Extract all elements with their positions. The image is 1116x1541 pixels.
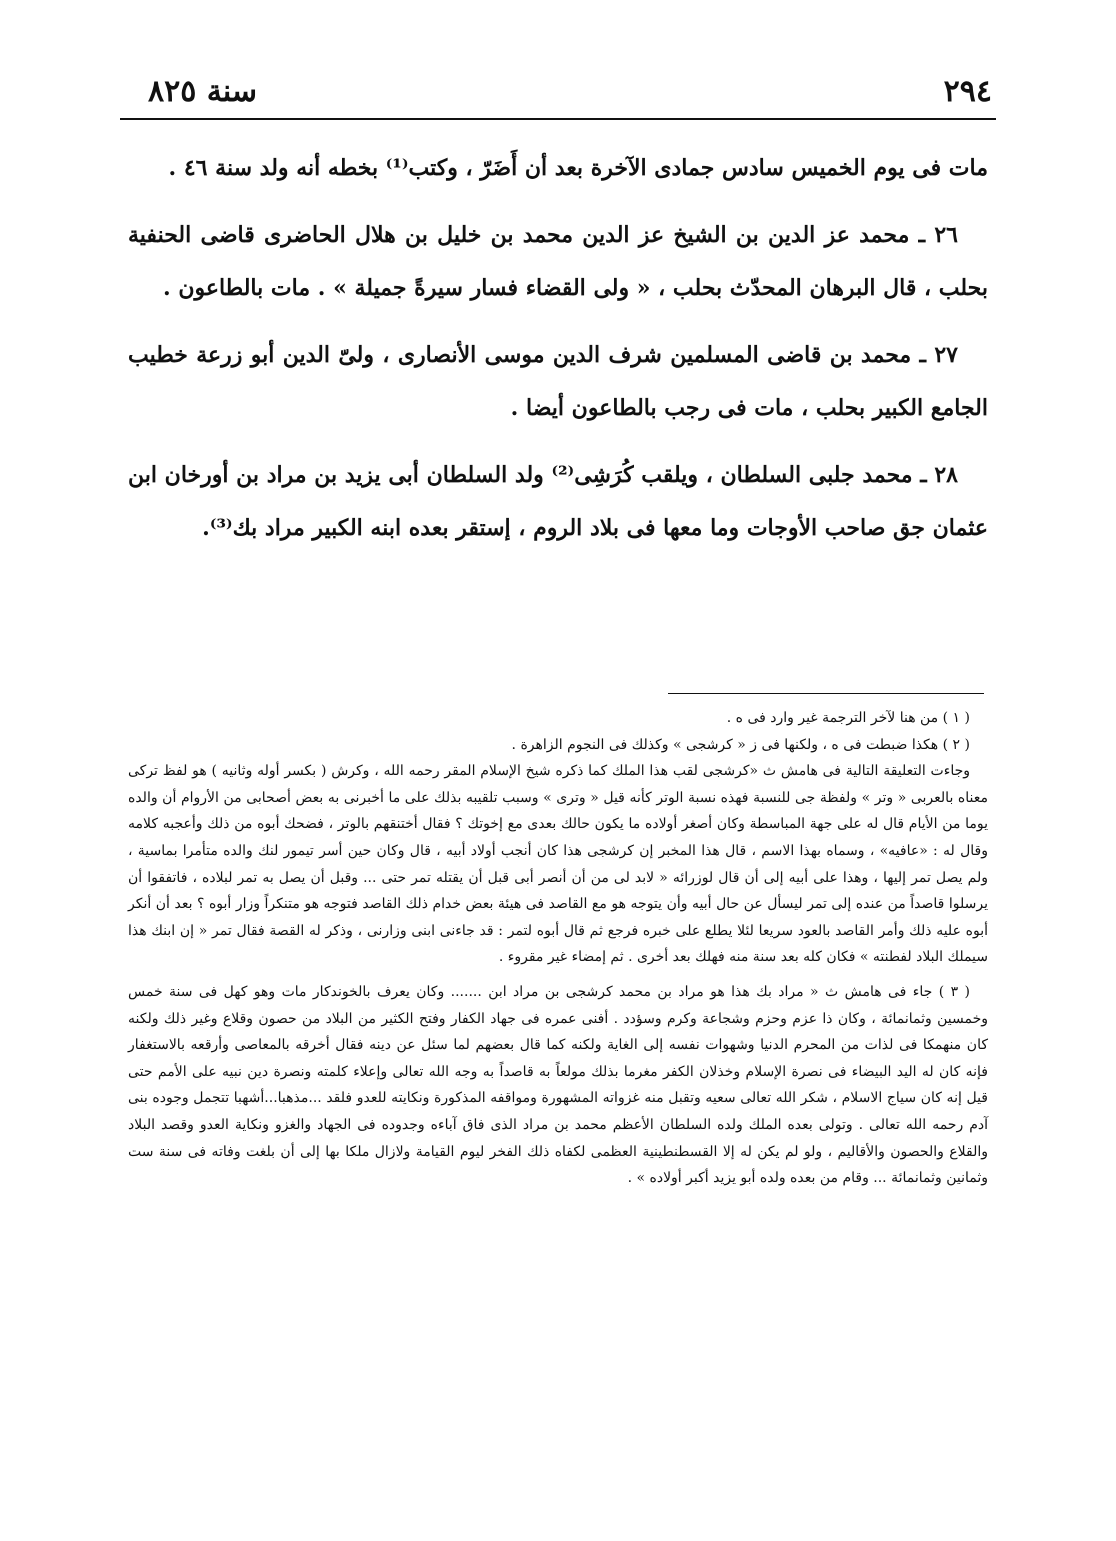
page-number: ٢٩٤ <box>943 74 992 109</box>
footnote-divider <box>668 693 984 694</box>
entry-26: ٢٦ ـ محمد عز الدين بن الشيخ عز الدين محمد بن خليل بن هلال الحاضرى قاضى الحنفية بحلب ، قال البرهان المحدّث بحلب ، « ولى القضاء فسار سيرةً جميلة » . مات بالطاعون . <box>128 222 988 301</box>
footnote-3: ( ٣ ) جاء فى هامش ث « مراد بك هذا هو مراد بن محمد كرشجى بن مراد ابن ....... وكان يعرف بالخوندكار مات وهو كهل فى سنة خمس وخمسين وثمانمائة ، وكان ذا عزم وحزم وشجاعة وكرم وسؤدد . أفنى عمره فى جهاد الكفار وفتح الكثير من البلاد من حصون وقلاع وغير ذلك ولكنه كان منهمكا فى لذات من المحرم الدنيا وشهوات نفسه إلى الغاية ولكنه كما قال بعضهم لما سئل عن دينه فقال أخرقه بالمعاصى وأرقعه بالاستغفار فإنه كان له اليد البيضاء فى نصرة الإسلام وخذلان الكفر مغرما بذلك مولعاً به قاصداً به وجه الله تعالى وإعلاء كلمته ونصرة دين نبيه على الأمم حتى قيل إنه كان سياج الاسلام ، شكر الله تعالى سعيه وتقبل منه غزواته المشهورة ومواقفه المذكورة ونكايته للعدو فلقد ...مذهبا...أشهبا تتجمل وجوده بنى آدم رحمه الله تعالى . وتولى بعده الملك ولده السلطان الأعظم محمد بن مراد الذى فاق آباءه وجدوده فى الجهاد والغزو ونكاية العدو وقصد البلاد والقلاع والحصون والأقاليم ، ولو لم يكن له إلا القسطنطينية العظمى لكفاه ذلك الفخر ليوم القيامة ولازال ملكا بها إلى أن بلغت وفاته فى سنة ست وثمانين وثمانمائة ... وقام من بعده ولده أبو يزيد أكبر أولاده » . <box>128 983 988 1187</box>
entry-27: ٢٧ ـ محمد بن قاضى المسلمين شرف الدين موسى الأنصارى ، ولىّ الدين أبو زرعة خطيب الجامع الكبير بحلب ، مات فى رجب بالطاعون أيضا . <box>128 342 988 421</box>
main-text <box>128 142 988 569</box>
footnote-1: ( ١ ) من هنا لآخر الترجمة غير وارد فى ه . <box>726 710 970 726</box>
paragraph-death-note: مات فى يوم الخميس سادس جمادى الآخرة بعد أن أَضَرّ ، وكتب⁽¹⁾ بخطه أنه ولد سنة ٤٦ . <box>168 155 988 181</box>
footnote-2-commentary: وجاءت التعليقة التالية فى هامش ث «كرشجى لقب هذا الملك كما ذكره شيخ الإسلام المقر رحمه الله ، وكرش ( بكسر أوله وثانيه ) هو لفظ تركى معناه بالعربى « وتر » ولفظة جى للنسبة فهذه نسبة الوتر كأنه قيل « وترى » وسبب تلقيبه بذلك على ما أخبرنى به بعض أصحابى من الأروام أن والده يوما من الأيام قال له على جهة المباسطة وكان أصغر أولاده ما يكون حالك بعدى مع إخوتك ؟ فقال أختنقهم بالوتر ، فضحك أبوه من ذلك وأعجبه كلامه وقال له : «عافيه» ، وسماه بهذا الاسم ، قال هذا المخبر إن كرشجى هذا كان أنجب أولاد أبيه ، قال وكان حين أسر تيمور لنك والده متأمرا بماسية ، ولم يصل تمر إليها ، وهذا على أبيه إلى أن قال لوزرائه « لابد لى من أن أنصر أبى قبل أن يقتله تمر حتى ... وقبل أن يصل به تمر لبلاده ، فاتفقوا أن يرسلوا قاصداً من عنده إلى تمر ليسأل عن حال أبيه وأن يتوجه هو مع القاصد فى هيئة بعض خدام ذلك القاصد فتوجه هو متنكراً وزار أبوه ؟ بعد أن أنكر أبوه عليه ذلك وأمر القاصد بالعود سريعا لئلا يطلع على خبره فرجع ثم قال أبوه لتمر : قد جاءنى ابنى وزارنى ، وذكر له القصة فقال تمر « إن ابنك هذا سيملك البلاد لفطنته » فكان كله بعد سنة منه فهلك بعد أخرى . ثم إمضاء غير مقروء . <box>128 763 988 966</box>
footnotes <box>128 705 988 1192</box>
running-head-year: سنة ٨٢٥ <box>148 74 258 109</box>
page-header <box>120 74 996 120</box>
footnote-2: ( ٢ ) هكذا ضبطت فى ه ، ولكنها فى ز « كرشجى » وكذلك فى النجوم الزاهرة . <box>511 736 970 753</box>
entry-28: ٢٨ ـ محمد جلبى السلطان ، ويلقب كُرَشِى⁽²⁾ ولد السلطان أبى يزيد بن مراد بن أورخان ابن عثمان جق صاحب الأوجات وما معها فى بلاد الروم ، إستقر بعده ابنه الكبير مراد بك⁽³⁾. <box>128 462 988 541</box>
